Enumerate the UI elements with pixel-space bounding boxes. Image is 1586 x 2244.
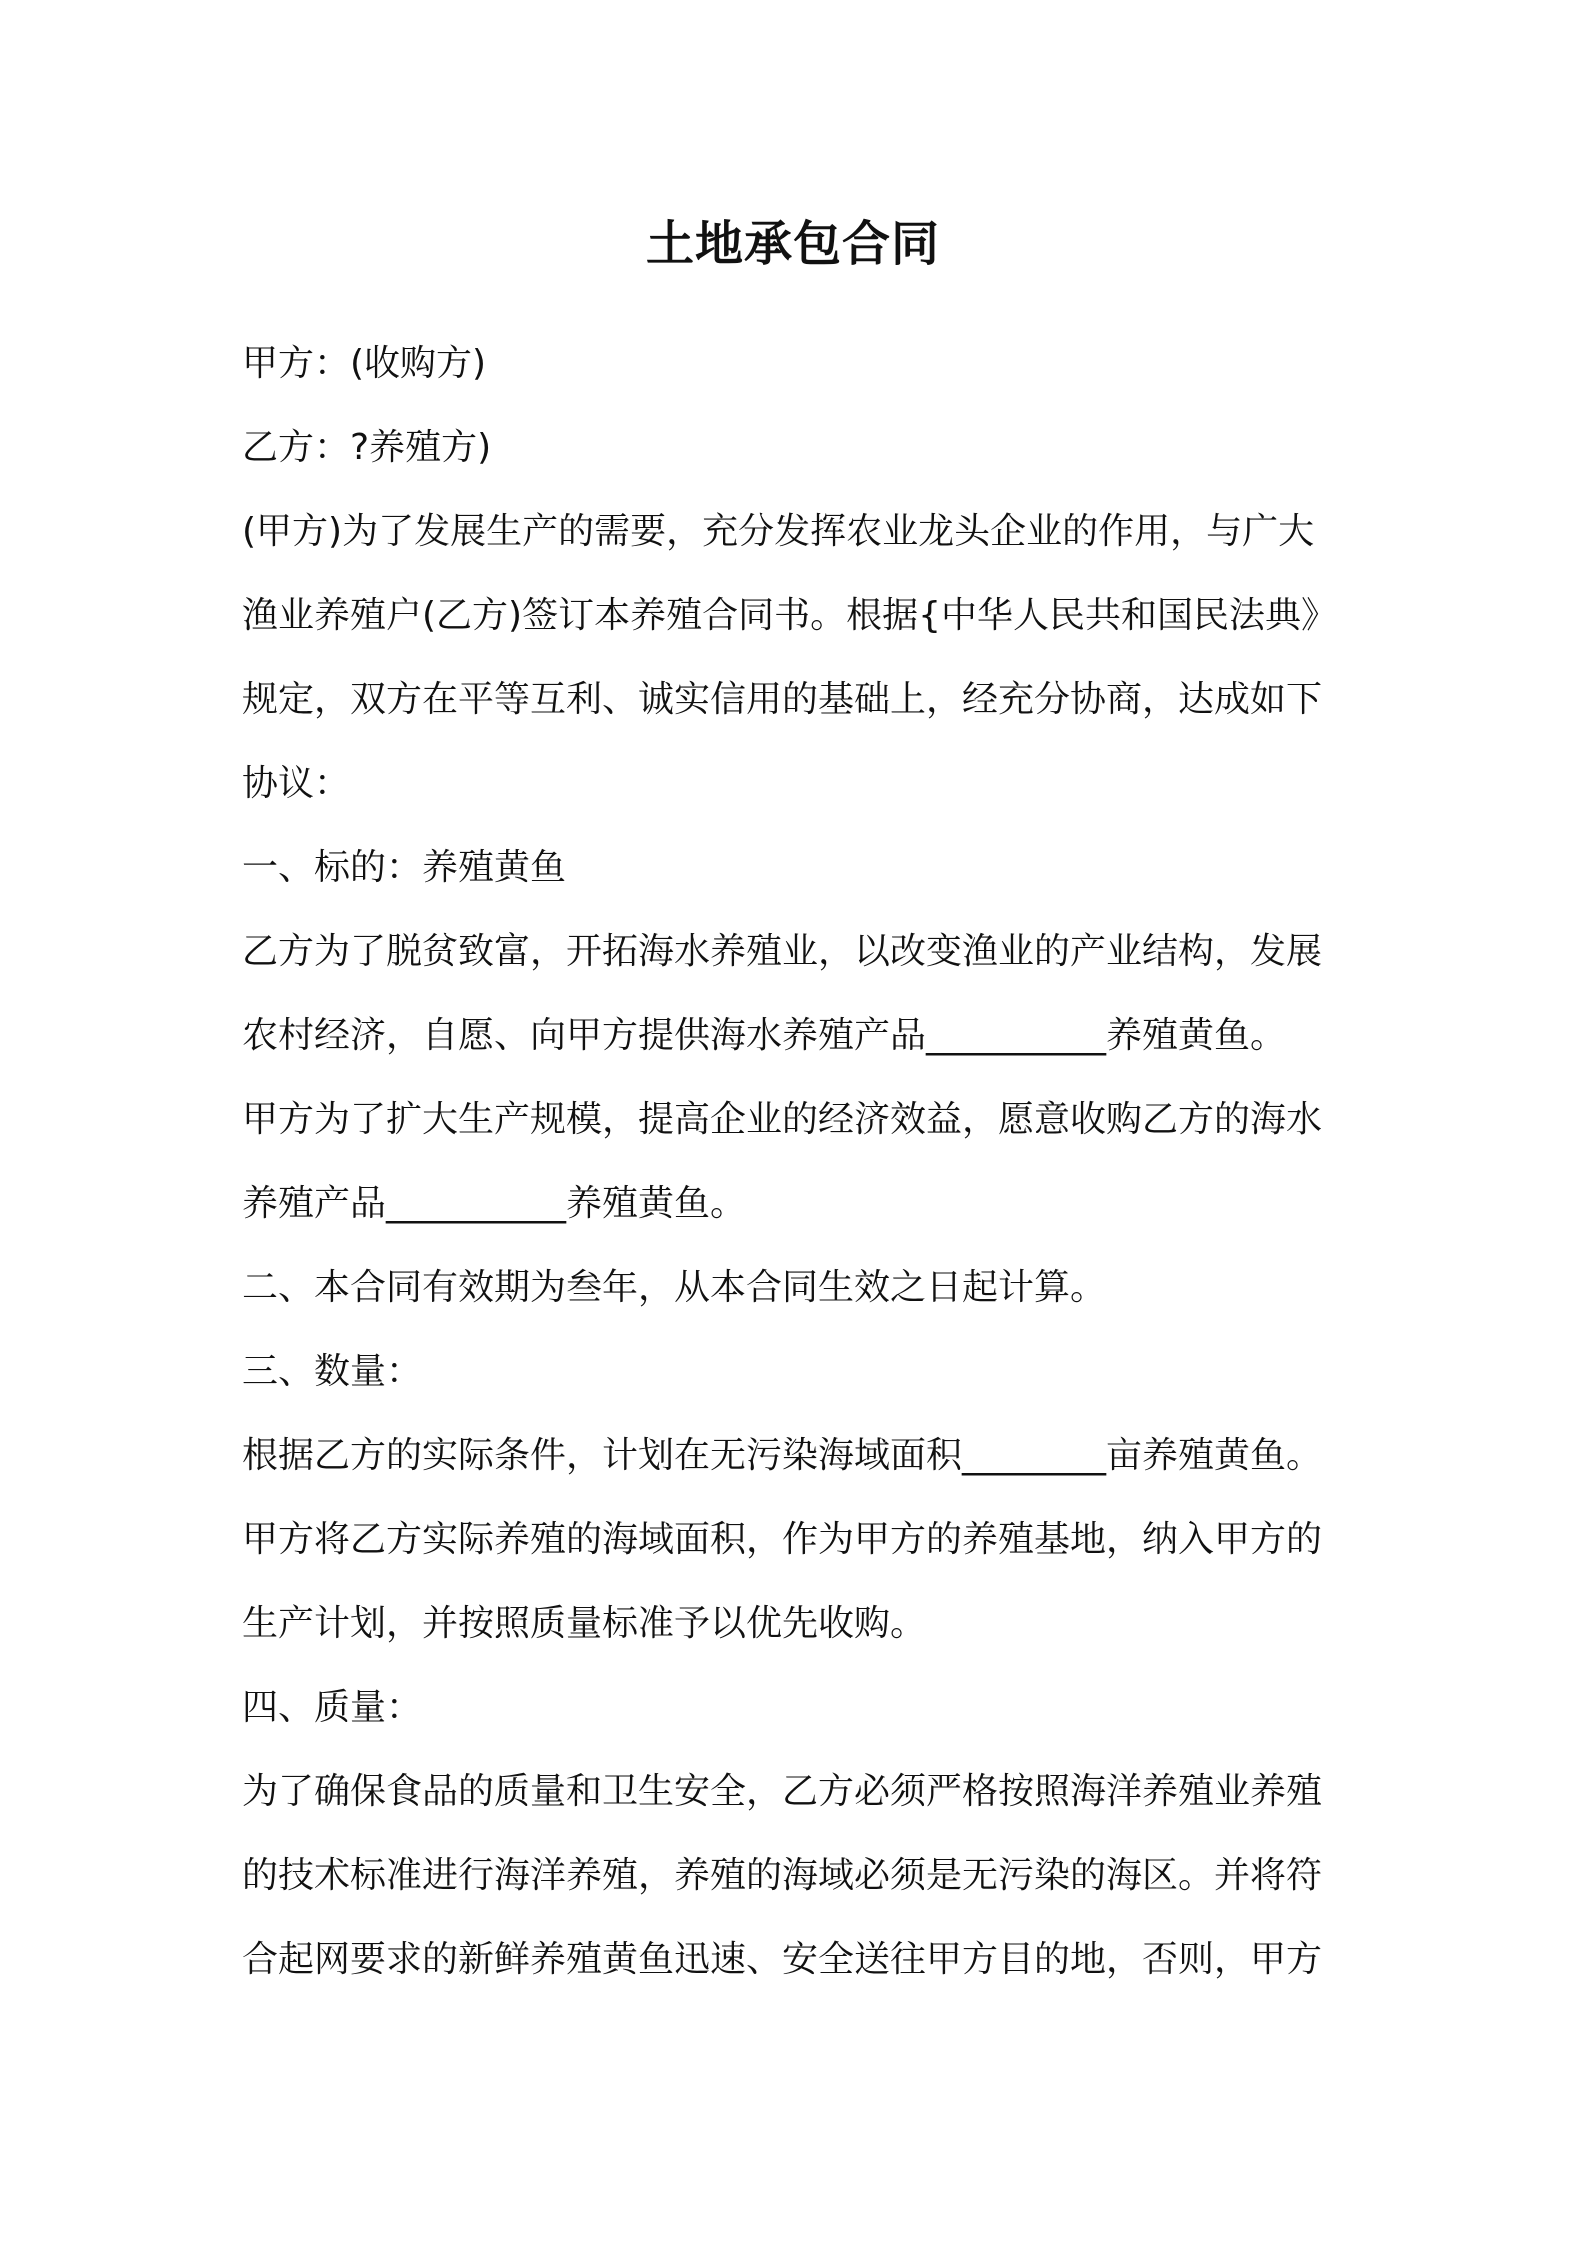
section-heading-quantity: 三、数量： <box>242 1351 423 1392</box>
section-heading-subject: 一、标的：养殖黄鱼 <box>242 847 567 888</box>
text-line: 甲方为了扩大生产规模，提高企业的经济效益，愿意收购乙方的海水 <box>242 1099 1323 1140</box>
text-line: 乙方为了脱贫致富，开拓海水养殖业，以改变渔业的产业结构，发展 <box>242 931 1323 972</box>
text-line: 规定，双方在平等互利、诚实信用的基础上，经充分协商，达成如下 <box>242 679 1323 720</box>
document-title: 土地承包合同 <box>645 216 940 272</box>
section-heading-quality: 四、质量： <box>242 1687 423 1728</box>
document-body <box>242 322 1352 2002</box>
text-line: 根据乙方的实际条件，计划在无污染海域面积________亩养殖黄鱼。 <box>242 1435 1323 1476</box>
text-line: 渔业养殖户(乙方)签订本养殖合同书。根据{中华人民共和国民法典》 <box>242 595 1337 636</box>
text-line: 甲方将乙方实际养殖的海域面积，作为甲方的养殖基地，纳入甲方的 <box>242 1519 1323 1560</box>
text-line-party-b: 乙方：?养殖方) <box>242 427 492 468</box>
text-line-party-a: 甲方：(收购方) <box>242 343 487 384</box>
section-heading-term: 二、本合同有效期为叁年，从本合同生效之日起计算。 <box>242 1267 1107 1308</box>
text-line: 生产计划，并按照质量标准予以优先收购。 <box>242 1603 927 1644</box>
text-line: (甲方)为了发展生产的需要，充分发挥农业龙头企业的作用，与广大 <box>242 511 1315 552</box>
text-line: 的技术标准进行海洋养殖，养殖的海域必须是无污染的海区。并将符 <box>242 1855 1323 1896</box>
text-line: 农村经济，自愿、向甲方提供海水养殖产品__________养殖黄鱼。 <box>242 1015 1287 1056</box>
text-line: 为了确保食品的质量和卫生安全，乙方必须严格按照海洋养殖业养殖 <box>242 1771 1323 1812</box>
text-line: 协议： <box>242 763 351 804</box>
text-line: 合起网要求的新鲜养殖黄鱼迅速、安全送往甲方目的地，否则，甲方 <box>242 1939 1323 1980</box>
text-line: 养殖产品__________养殖黄鱼。 <box>242 1183 747 1224</box>
